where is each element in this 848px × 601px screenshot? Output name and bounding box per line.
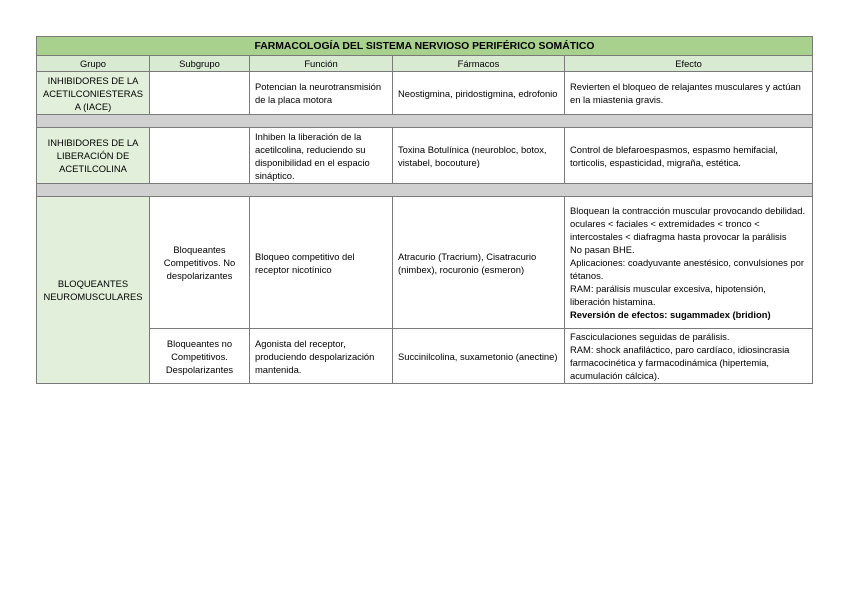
efecto-cell	[565, 197, 813, 329]
subgrupo-cell: Bloqueantes no Competitivos. Despolarizantes	[150, 329, 250, 384]
table-header-row	[37, 56, 813, 72]
efecto-line: No pasan BHE.	[570, 244, 635, 255]
farmacos-cell: Neostigmina, piridostigmina, edrofonio	[393, 72, 565, 115]
farmacos-cell: Atracurio (Tracrium), Cisatracurio (nimbex), rocuronio (esmeron)	[393, 197, 565, 329]
grupo-cell: INHIBIDORES DE LA LIBERACIÓN DE ACETILCOLINA	[37, 128, 150, 184]
efecto-reversal-line: Reversión de efectos: sugammadex (bridion)	[570, 309, 771, 320]
farmacos-cell: Toxina Botulínica (neurobloc, botox, vistabel, bocouture)	[393, 128, 565, 184]
efecto-line: Bloquean la contracción muscular provocando debilidad.	[570, 205, 806, 216]
separator-cell	[37, 115, 813, 128]
funcion-cell: Potencian la neurotransmisión de la placa motora	[250, 72, 393, 115]
table-row	[37, 72, 813, 115]
efecto-line: Aplicaciones: coadyuvante anestésico, convulsiones por tétanos.	[570, 257, 804, 281]
subgrupo-cell: Bloqueantes Competitivos. No despolarizantes	[150, 197, 250, 329]
pharmacology-table	[36, 36, 813, 384]
header-farmacos: Fármacos	[393, 56, 565, 72]
header-efecto: Efecto	[565, 56, 813, 72]
table-row	[37, 329, 813, 384]
subgrupo-cell	[150, 128, 250, 184]
grupo-cell: BLOQUEANTES NEUROMUSCULARES	[37, 197, 150, 384]
efecto-line: Fasciculaciones seguidas de parálisis.	[570, 331, 730, 342]
efecto-line: RAM: shock anafiláctico, paro cardíaco, idiosincrasia farmacocinética y farmacodinámica (hipertemia, acumulación cálcica).	[570, 344, 790, 381]
table-title-row	[37, 37, 813, 56]
header-funcion: Función	[250, 56, 393, 72]
header-grupo: Grupo	[37, 56, 150, 72]
table-title: FARMACOLOGÍA DEL SISTEMA NERVIOSO PERIFÉRICO SOMÁTICO	[37, 37, 813, 56]
separator-row	[37, 184, 813, 197]
table-row	[37, 128, 813, 184]
header-subgrupo: Subgrupo	[150, 56, 250, 72]
subgrupo-cell	[150, 72, 250, 115]
funcion-cell: Inhiben la liberación de la acetilcolina, reduciendo su disponibilidad en el espacio sináptico.	[250, 128, 393, 184]
funcion-cell: Bloqueo competitivo del receptor nicotínico	[250, 197, 393, 329]
separator-cell	[37, 184, 813, 197]
efecto-cell	[565, 329, 813, 384]
efecto-line: oculares < faciales < extremidades < tronco < intercostales < diafragma hasta provocar la parálisis	[570, 218, 787, 242]
funcion-cell: Agonista del receptor, produciendo despolarización mantenida.	[250, 329, 393, 384]
grupo-cell: INHIBIDORES DE LA ACETILCONIESTERASA (IACE)	[37, 72, 150, 115]
efecto-line: RAM: parálisis muscular excesiva, hipotensión, liberación histamina.	[570, 283, 766, 307]
separator-row	[37, 115, 813, 128]
efecto-cell: Control de blefaroespasmos, espasmo hemifacial, torticolis, espasticidad, migraña, estética.	[565, 128, 813, 184]
efecto-cell: Revierten el bloqueo de relajantes musculares y actúan en la miastenia gravis.	[565, 72, 813, 115]
table-row	[37, 197, 813, 329]
farmacos-cell: Succinilcolina, suxametonio (anectine)	[393, 329, 565, 384]
